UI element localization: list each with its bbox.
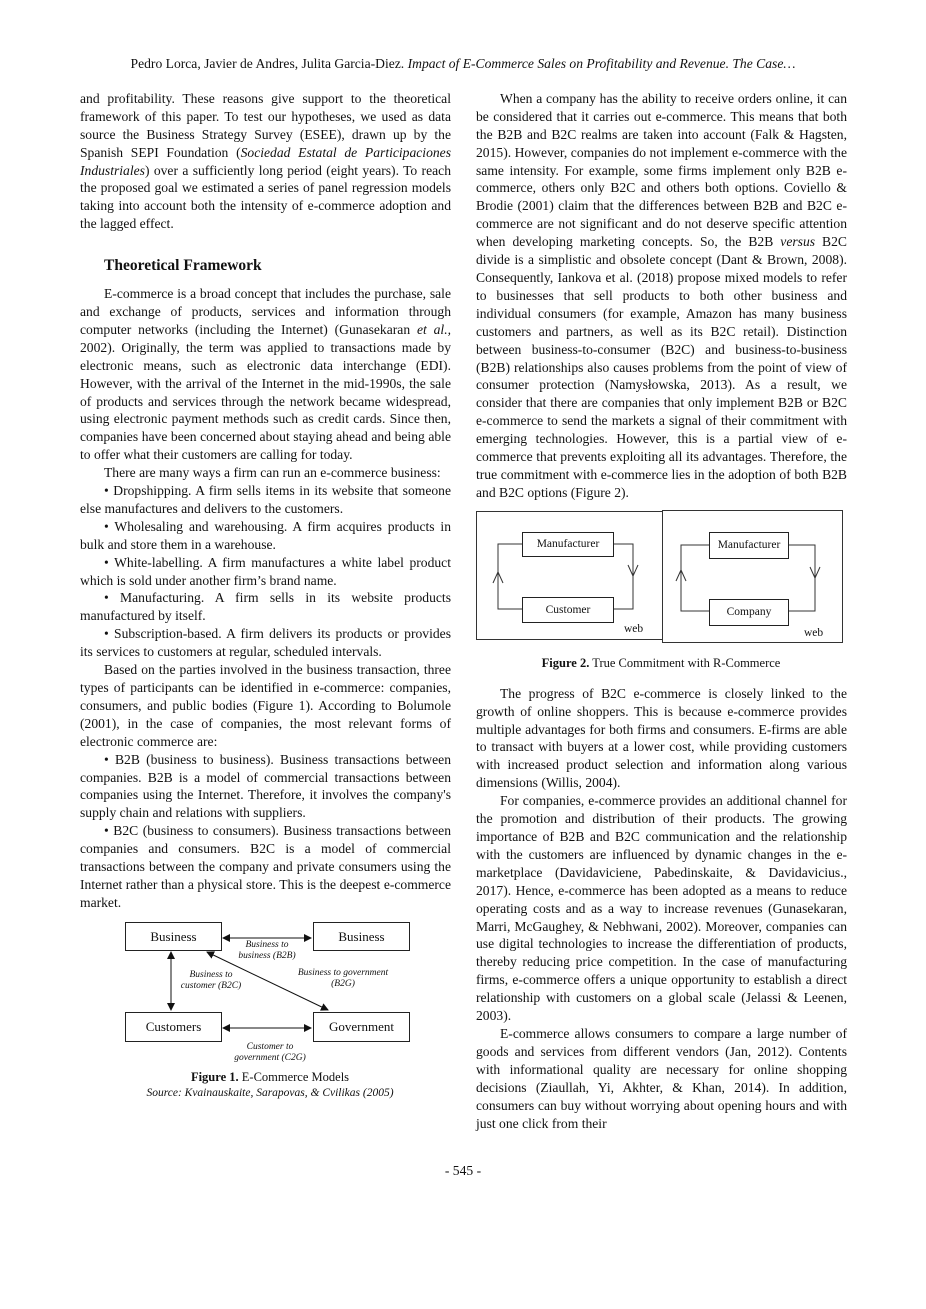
label-b2c: Business to customer (B2C) [180,969,242,991]
box-manufacturer-right: Manufacturer [709,532,789,559]
bullet-item: • Subscription-based. A firm delivers its products or provides its services to customers at regular, scheduled intervals. [80,626,451,660]
paragraph: There are many ways a firm can run an e-commerce business: [104,465,441,481]
paragraph: The progress of B2C e-commerce is closely linked to the growth of online shoppers. This is because e-commerce provides multiple advantages for both firms and consumers. E-firms are able to transact with buyers at a lower cost, while providing customers with increased product selection and information along various dimensions (Willis, 2004). [476,685,847,791]
box-customers: Customers [125,1012,222,1042]
bullet-item: • B2C (business to consumers). Business transactions between companies and consumers. B2C is a model of commercial transactions between the company and private consumers using the Internet rather than a physical store. This is the deepest e-commerce market. [80,823,451,910]
paragraph: and profitability. These reasons give support to the theoretical framework of this paper. To test our hypotheses, we used as data source the Business Strategy Survey (ESEE), drawn up by the Spanish SEPI Foundation (Sociedad Estatal de Participaciones Industriales) over a sufficiently long period (eight years). To reach the proposed goal we estimated a series of panel regression models taking into account both the intensity of e-commerce adoption and the lagged effect. [80,90,452,232]
bullet-item: • Dropshipping. A firm sells items in its website that someone else manufactures and delivers to the customers. [80,483,451,516]
header-authors: Pedro Lorca, Javier de Andres, Julita Garcia-Diez. [130,56,408,71]
box-business-2: Business [313,922,410,951]
paragraph: For companies, e-commerce provides an additional channel for the promotion and distribution of their products. The growing importance of B2B and B2C communication and the relationship with the customers are influenced by dynamic changes in the e-marketplace (Davidaviciene, Pabedinskaite, & Davidavicius., 2017). Hence, e-commerce has been adopted as a means to reduce operating costs and as a way to increase revenues (Gunasekaran, Marri, McGaughey, & Nebhwani, 2002). Moreover, companies can use digital technologies to increase the differentiation of products, thereby reducing price competition. In the case of manufacturing firms, e-commerce offers a unique opportunity to establish a direct relationship with customers on a global scale (Jelassi & Leenen, 2003). [476,793,847,1024]
figure-1-caption: Figure 1. E-Commerce Models [190,1069,350,1084]
figure-1 [115,916,425,1106]
page-number: - 545 - [444,1163,482,1179]
web-label-right: web [804,626,824,639]
box-customer: Customer [522,597,614,623]
box-manufacturer-left: Manufacturer [522,532,614,557]
label-b2b: Business to business (B2B) [238,939,296,961]
figure-2 [476,510,846,675]
section-heading: Theoretical Framework [104,257,262,275]
right-column [476,90,847,1133]
header-title: Impact of E-Commerce Sales on Profitability and Revenue. The Case… [407,56,796,71]
columns [80,90,847,1133]
web-label-left: web [624,622,644,635]
running-header [0,55,926,73]
box-company: Company [709,599,789,626]
figure-1-source: Source: Kvainauskaite, Sarapovas, & Cvilikas (2005) [146,1086,394,1099]
paragraph: Based on the parties involved in the business transaction, three types of participants can be identified in e-commerce: companies, consumers, and public bodies (Figure 1). According to Bolumole (2001), in the case of companies, the most relevant forms of electronic commerce are: [80,662,451,749]
paragraph: E-commerce allows consumers to compare a large number of goods and services from different vendors (Jan, 2012). Contents with informational quality are necessary for online shopping decisions (Ziaullah, Yi, Akhter, & Khan, 2014). In addition, consumers can buy without worrying about opening hours and with just one click from their [476,1025,847,1131]
box-government: Government [313,1012,410,1042]
figure-2-caption: Figure 2. True Commitment with R-Commerce [541,655,781,670]
bullet-item: • Wholesaling and warehousing. A firm acquires products in bulk and store them in a warehouse. [80,518,451,552]
bullet-item: • B2B (business to business). Business transactions between companies. B2B is a model of commercial transactions between companies using the Internet. Therefore, it involves the company's supply chain and relations with suppliers. [80,751,451,821]
box-business: Business [125,922,222,951]
bullet-item: • White-labelling. A firm manufactures a white label product which is sold under another firm’s brand name. [80,554,451,588]
paragraph: When a company has the ability to receive orders online, it can be considered that it carries out e-commerce. This means that both the B2B and B2C realms are taken into account (Falk & Hagsten, 2015). However, companies do not implement e-commerce with the same intensity. For example, some firms implement only B2B e-commerce, others only B2C and others both options. Coviello & Brodie (2001) claim that the differences between B2B and B2C e-commerce are not significant and do not deserve specific attention when developing marketing concepts. So, the B2B versus B2C divide is a simplistic and obsolete concept (Dant & Brown, 2008). Consequently, Iankova et al. (2018) propose mixed models to refer to businesses that sell products to both other business and individual consumers (for example, Amazon has many business customers and partners, as well as its B2C retail). Distinction between business-to-consumer (B2C) and business-to-business (B2B) relationships also causes problems from the point of view of consumer protection (Namysłowska, 2013). As a result, we consider that there are companies that only implement B2B or B2C e-commerce to send the markets a signal of their commitment with emerging technologies. However, this is a partial view of e-commerce that prevents exploiting all its advantages. Therefore, the true commitment with e-commerce lies in the adoption of both B2B and B2C options (Figure 2). [476,90,847,500]
label-c2g: Customer to government (C2G) [234,1041,306,1063]
label-b2g: Business to government (B2G) [297,967,389,989]
left-column [80,90,451,1133]
paragraph: E-commerce is a broad concept that includes the purchase, sale and exchange of products, services and information through computer networks (including the Internet) (Gunasekaran et al., 2002). Originally, the term was applied to transactions made by electronic means, such as electronic data interchange (EDI). However, with the arrival of the Internet in the mid-1990s, the sale of products and services through the network became widespread, using electronic payment methods such as credit cards. Since then, companies have been concerned about staying ahead and being able to offer what their customers are calling for today. [80,286,451,463]
bullet-item: • Manufacturing. A firm sells in its website products manufactured by itself. [80,590,451,624]
